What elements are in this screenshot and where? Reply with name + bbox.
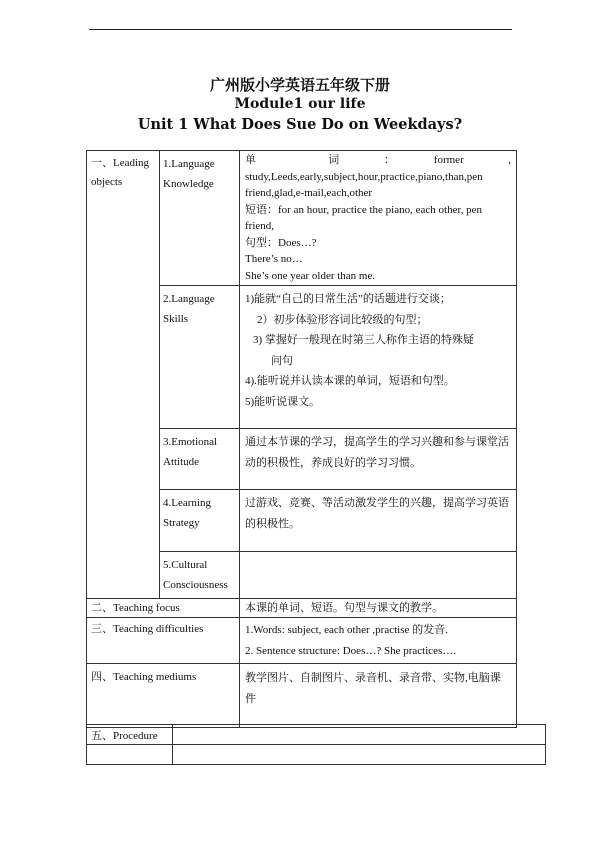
module-title: Module1 our life xyxy=(234,96,366,112)
words-line-1: 单 词 ： former , xyxy=(245,154,511,166)
unit-title: Unit 1 What Does Sue Do on Weekdays? xyxy=(137,116,463,133)
teaching-mediums-content: 教学图片、自制图片、录音机、录音带、实物,电脑课件 xyxy=(240,664,517,728)
language-skills-content xyxy=(240,286,517,429)
table-row xyxy=(87,725,546,745)
learning-strategy-content: 过游戏、竞赛、等活动激发学生的兴趣，提高学习英语的积极性。 xyxy=(240,490,517,552)
learning-strategy-label: 4.Learning Strategy xyxy=(160,490,240,552)
procedure-label: 五、Procedure xyxy=(87,725,173,745)
skills-item-2: 2）初步体验形容词比较级的句型； xyxy=(257,313,428,326)
header-rule xyxy=(89,29,512,30)
leading-objects-label: 一、Leading objects xyxy=(87,151,160,599)
emotional-attitude-content: 通过本节课的学习，提高学生的学习兴趣和参与课堂活动的积极性，养成良好的学习习惯。 xyxy=(240,429,517,490)
teaching-focus-content: 本课的单词、短语。句型与课文的教学。 xyxy=(240,599,517,618)
procedure-empty-cell xyxy=(87,745,173,765)
language-skills-label: 2.Language Skills xyxy=(160,286,240,429)
skills-item-4: 4).能听说并认读本课的单词，短语和句型。 xyxy=(245,375,455,387)
difficulties-line-2: 2. Sentence structure: Does…? She practices…. xyxy=(245,645,457,657)
skills-item-5: 5)能听说课文。 xyxy=(245,395,321,408)
procedure-empty-cell xyxy=(173,745,546,765)
procedure-table xyxy=(86,724,546,765)
teaching-focus-label: 二、Teaching focus xyxy=(87,599,240,618)
table-row xyxy=(87,664,517,728)
phrases-line: 短语：for an hour, practice the piano, each other, pen friend, xyxy=(245,203,483,232)
language-knowledge-label: 1.Language Knowledge xyxy=(160,151,240,286)
table-row xyxy=(87,599,517,618)
table-row xyxy=(87,745,546,765)
skills-item-3a: 3) 掌握好一般现在时第三人称作主语的特殊疑 xyxy=(253,334,474,346)
teaching-difficulties-label: 三、Teaching difficulties xyxy=(87,618,240,664)
document-title: 广州版小学英语五年级下册 xyxy=(209,76,390,94)
cultural-consciousness-label: 5.Cultural Consciousness xyxy=(160,552,240,599)
cultural-consciousness-content xyxy=(240,552,517,599)
sentence-1: There’s no… xyxy=(245,253,303,265)
teaching-difficulties-content xyxy=(240,618,517,664)
sentences-label: 句型：Does…? xyxy=(245,236,317,249)
teaching-mediums-label: 四、Teaching mediums xyxy=(87,664,240,728)
table-row xyxy=(87,618,517,664)
lesson-plan-table xyxy=(86,150,517,728)
table-row xyxy=(87,151,517,286)
sentence-2: She’s one year older than me. xyxy=(245,269,376,282)
emotional-attitude-label: 3.Emotional Attitude xyxy=(160,429,240,490)
difficulties-line-1: 1.Words: subject, each other ,practise 的发音. xyxy=(245,624,448,636)
procedure-content xyxy=(173,725,546,745)
skills-item-1: 1)能就“自己的日常生活”的话题进行交谈； xyxy=(245,293,451,305)
skills-item-3b: 问句 xyxy=(271,354,293,367)
language-knowledge-content xyxy=(240,151,517,286)
words-line-2: study,Leeds,early,subject,hour,practice,piano,than,pen friend,glad,e-mail,each,other xyxy=(245,170,483,199)
